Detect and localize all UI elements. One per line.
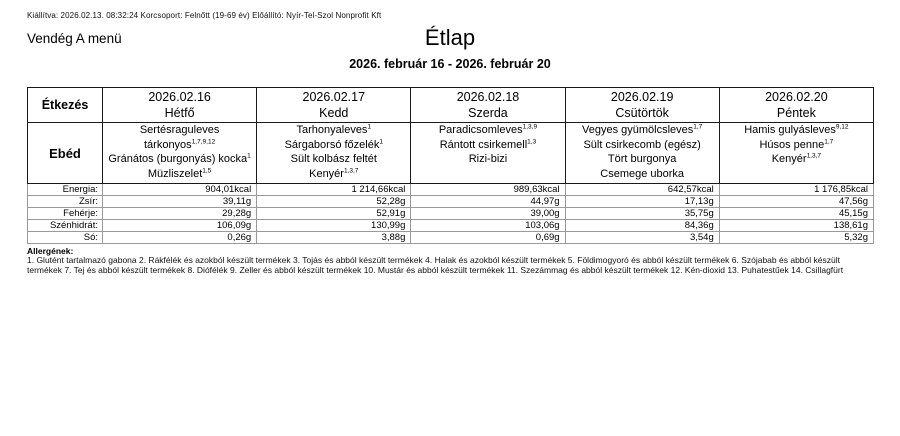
nutrition-value: 1 176,85kcal [719, 184, 873, 196]
nutrition-row [28, 220, 874, 232]
nutrition-row [28, 208, 874, 220]
nutrition-value: 39,00g [411, 208, 565, 220]
dish-name: Kenyér$^{1,3,7}$ [771, 152, 822, 165]
nutrition-value: 39,11g [103, 196, 257, 208]
allergens-title: Allergének: [27, 246, 74, 256]
issue-meta-line: Kiállítva: 2026.02.13. 08:32:24 Korcsoport: Felnőtt (19-69 év) Előállító: Nyír-Tel-Szol Nonprofit Kft [27, 11, 382, 20]
nutrition-value: 17,13g [565, 196, 719, 208]
nutrition-value: 106,09g [103, 220, 257, 232]
menu-table [27, 87, 874, 244]
nutrition-value: 84,36g [565, 220, 719, 232]
nutrition-label: Zsír: [28, 196, 103, 208]
dishes-cell-2 [257, 123, 411, 184]
nutrition-value: 45,15g [719, 208, 873, 220]
meal-column-header: Étkezés [28, 88, 103, 123]
nutrition-value: 103,06g [411, 220, 565, 232]
day-header-1: 2026.02.16 Hétfő [103, 88, 257, 123]
meal-label: Ebéd [28, 123, 103, 184]
nutrition-value: 138,61g [719, 220, 873, 232]
dishes-cell-3 [411, 123, 565, 184]
nutrition-value: 52,91g [257, 208, 411, 220]
nutrition-label: Energia: [28, 184, 103, 196]
dish-name: Sertésraguleves tárkonyos$^{1,7,9,12}$ [139, 124, 220, 151]
date-range: 2026. február 16 - 2026. február 20 [349, 57, 551, 71]
nutrition-row [28, 196, 874, 208]
dish-name: Kenyér$^{1,3,7}$ [309, 166, 359, 180]
nutrition-value: 3,88g [257, 232, 411, 244]
nutrition-value: 44,97g [411, 196, 565, 208]
dish-name: Húsos penne$^{1,7}$ [759, 137, 834, 151]
dish-name: Hamis gulyásleves$^{9,12}$ [744, 123, 849, 136]
day-header-4: 2026.02.19 Csütörtök [565, 88, 719, 123]
nutrition-value: 5,32g [719, 232, 873, 244]
dish-name: Gránátos (burgonyás) kocka$^1$ [108, 152, 251, 165]
dishes-cell-5 [719, 123, 873, 184]
allergens-text: 1. Glutént tartalmazó gabona 2. Rákfélék és azokból készült termékek 3. Tojás és abból készült termékek 4. Halak és azokból készült termékek 5. Földimogyoró és abból készült termékek 6. Szójabab és abból készült termékek 7. Tej és abból készült termékek 8. Diófélék 9. Zeller és abból készült termékek 10. Mustár és abból készült termékek 11. Szezámmag és abból készült termékek 12. Kén-dioxid 13. Puhatestűek 14. Csillagfürt [27, 255, 844, 275]
page-title: Étlap [424, 25, 476, 50]
nutrition-label: Só: [28, 232, 103, 244]
nutrition-value: 29,28g [103, 208, 257, 220]
dish-name: Sült csirkecomb (egész) [583, 138, 701, 151]
nutrition-value: 47,56g [719, 196, 873, 208]
allergens-section [27, 246, 876, 276]
dish-name: Rántott csirkemell$^{1,3}$ [439, 137, 537, 151]
dish-name: Vegyes gyümölcsleves$^{1,7}$ [581, 123, 703, 136]
menu-name: Vendég A menü [27, 31, 122, 46]
dish-name: Rizi-bizi [468, 153, 508, 165]
nutrition-value: 130,99g [257, 220, 411, 232]
dish-name: Paradicsomleves$^{1,3,9}$ [438, 123, 538, 136]
nutrition-value: 989,63kcal [411, 184, 565, 196]
dishes-cell-4 [565, 123, 719, 184]
nutrition-value: 904,01kcal [103, 184, 257, 196]
day-header-2: 2026.02.17 Kedd [257, 88, 411, 123]
nutrition-value: 1 214,66kcal [257, 184, 411, 196]
header-row [28, 88, 874, 123]
day-header-5: 2026.02.20 Péntek [719, 88, 873, 123]
dish-name: Sárgaborsó főzelék$^1$ [284, 137, 383, 151]
day-header-3: 2026.02.18 Szerda [411, 88, 565, 123]
nutrition-value: 3,54g [565, 232, 719, 244]
dish-name: Müzliszelet$^{1,5}$ [147, 166, 212, 180]
nutrition-label: Fehérje: [28, 208, 103, 220]
nutrition-value: 35,75g [565, 208, 719, 220]
nutrition-label: Szénhidrát: [28, 220, 103, 232]
dishes-cell-1 [103, 123, 257, 184]
nutrition-value: 52,28g [257, 196, 411, 208]
nutrition-value: 0,26g [103, 232, 257, 244]
nutrition-value: 642,57kcal [565, 184, 719, 196]
nutrition-value: 0,69g [411, 232, 565, 244]
dish-name: Tört burgonya [607, 153, 677, 165]
dish-name: Tarhonyaleves$^1$ [296, 123, 372, 136]
nutrition-row [28, 184, 874, 196]
dish-name: Sült kolbász feltét [290, 153, 377, 165]
nutrition-row [28, 232, 874, 244]
dish-name: Csemege uborka [600, 167, 685, 180]
lunch-row [28, 123, 874, 184]
